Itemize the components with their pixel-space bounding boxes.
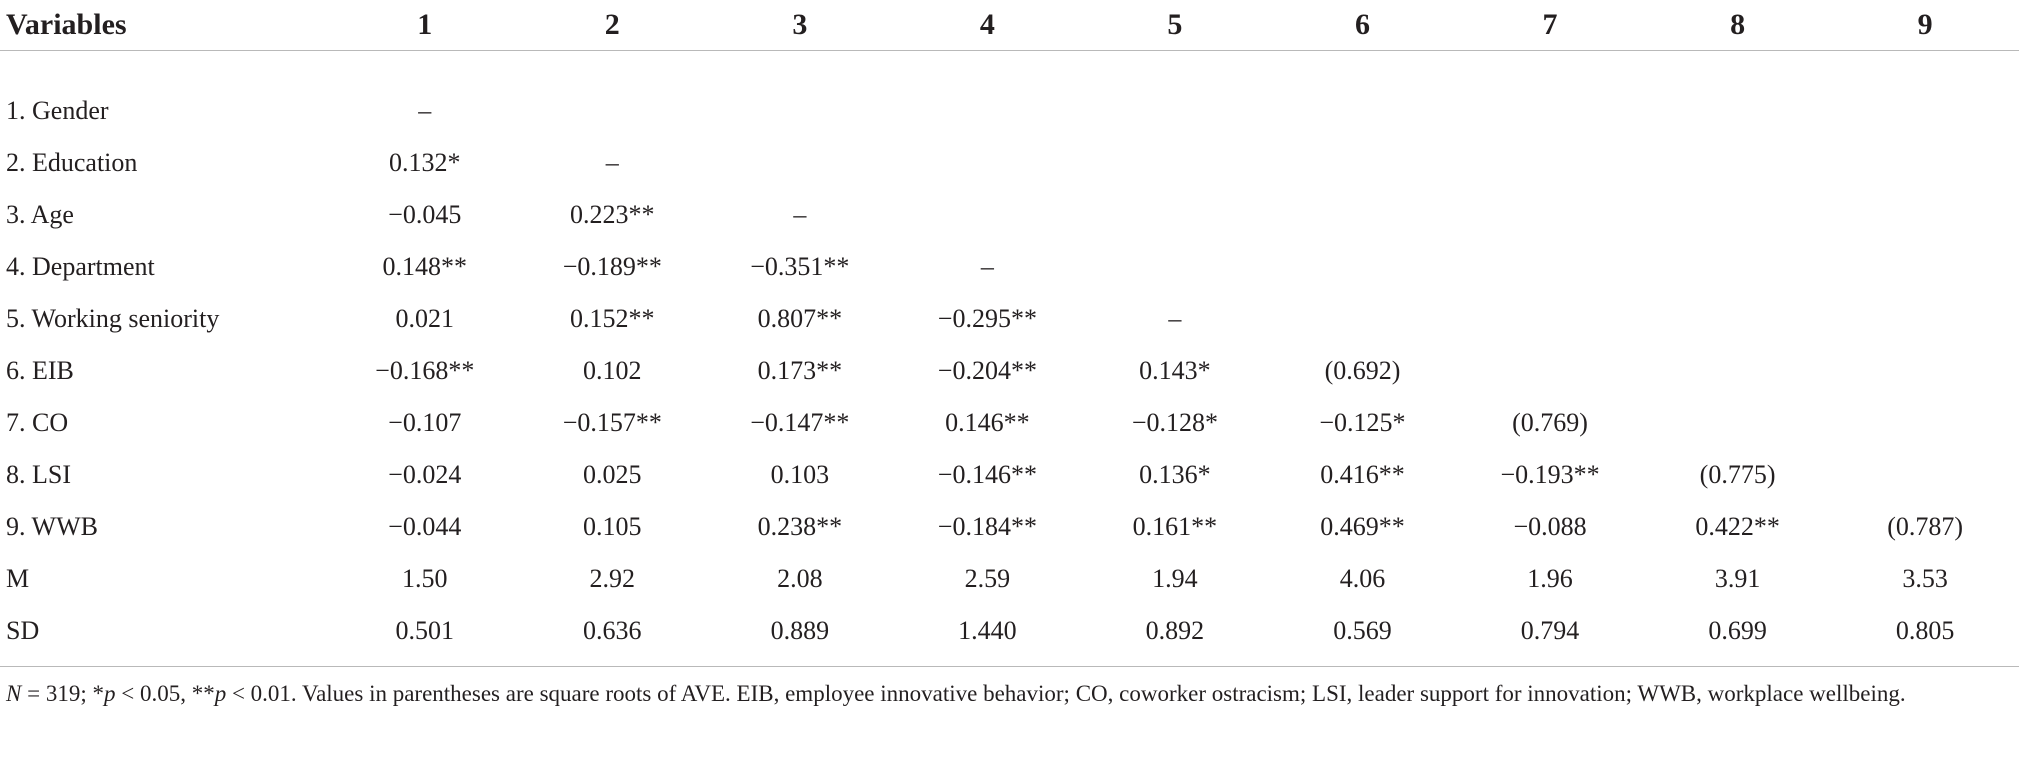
table-cell: 0.102: [583, 355, 642, 385]
table-cell: 0.416**: [1320, 459, 1405, 489]
column-header-4: 4: [894, 0, 1082, 50]
table-cell: (0.775): [1699, 459, 1776, 489]
table-row: [0, 50, 2019, 137]
table-cell: −0.193**: [1500, 459, 1600, 489]
table-cell: −0.204**: [937, 355, 1037, 385]
table-cell: 0.699: [1708, 615, 1767, 645]
table-bottom-rule: [0, 666, 2019, 667]
table-cell: 0.807**: [757, 303, 843, 333]
table-cell: [1269, 241, 1457, 293]
row-label: 4. Department: [6, 251, 155, 281]
table-cell: −0.045: [388, 199, 462, 229]
table-cell: −0.295**: [937, 303, 1037, 333]
table-cell: 0.422**: [1695, 511, 1780, 541]
table-row: [0, 605, 2019, 667]
table-cell: 2.92: [589, 563, 636, 593]
column-header-5: 5: [1081, 0, 1269, 50]
table-cell: –: [605, 147, 619, 177]
table-cell: –: [793, 199, 807, 229]
table-cell: (0.787): [1887, 511, 1964, 541]
table-cell: –: [418, 95, 432, 125]
table-cell: 0.148**: [382, 251, 467, 281]
column-header-3: 3: [706, 0, 894, 50]
table-cell: [1644, 397, 1832, 449]
table-cell: −0.184**: [937, 511, 1037, 541]
footnote-n-text: = 319; *: [21, 681, 104, 706]
table-cell: 2.59: [964, 563, 1011, 593]
table-cell: [706, 137, 894, 189]
table-cell: 3.53: [1902, 563, 1948, 593]
table-cell: −0.024: [388, 459, 462, 489]
table-cell: 2.08: [777, 563, 823, 593]
row-label: 3. Age: [6, 199, 74, 229]
table-cell: 0.223**: [570, 199, 655, 229]
table-cell: 0.132*: [388, 147, 461, 177]
table-cell: [1269, 189, 1457, 241]
table-cell: −0.351**: [750, 251, 850, 281]
table-cell: [1269, 137, 1457, 189]
table-cell: 4.06: [1339, 563, 1386, 593]
table-footnote: [6, 676, 2011, 712]
table-row: [0, 553, 2019, 605]
footnote-p-symbol-1: p: [103, 681, 116, 706]
table-cell: 0.146**: [945, 407, 1030, 437]
table-cell: 1.94: [1152, 563, 1198, 593]
table-cell: [1456, 50, 1644, 137]
table-cell: [1081, 50, 1269, 137]
table-cell: (0.769): [1512, 407, 1588, 437]
table-cell: (0.692): [1324, 355, 1401, 385]
table-cell: 0.892: [1145, 615, 1205, 645]
table-header-row: [0, 0, 2019, 50]
table-cell: –: [1168, 303, 1182, 333]
table-cell: [894, 137, 1082, 189]
table-row: [0, 501, 2019, 553]
table-cell: −0.107: [388, 407, 462, 437]
row-label: 9. WWB: [6, 511, 98, 541]
table-cell: −0.157**: [562, 407, 662, 437]
table-cell: [1831, 449, 2019, 501]
table-cell: 1.50: [401, 563, 448, 593]
column-header-7: 7: [1456, 0, 1644, 50]
table-cell: [1081, 137, 1269, 189]
table-cell: 0.469**: [1320, 511, 1405, 541]
table-cell: −0.147**: [750, 407, 850, 437]
column-header-6: 6: [1269, 0, 1457, 50]
table-cell: [1269, 293, 1457, 345]
table-cell: –: [980, 251, 994, 281]
table-cell: [1456, 293, 1644, 345]
row-label: 7. CO: [6, 407, 69, 437]
column-header-8: 8: [1644, 0, 1832, 50]
table-cell: 0.136*: [1139, 459, 1211, 489]
table-cell: 0.501: [395, 615, 454, 645]
table-cell: 0.152**: [570, 303, 655, 333]
table-body: [0, 50, 2019, 667]
column-header-1: 1: [331, 0, 519, 50]
row-label: 8. LSI: [6, 459, 71, 489]
table-cell: [894, 189, 1082, 241]
table-cell: [1831, 293, 2019, 345]
table-cell: 3.91: [1714, 563, 1761, 593]
table-cell: [1456, 137, 1644, 189]
table-cell: 0.889: [770, 615, 830, 645]
table-row: [0, 189, 2019, 241]
table-cell: −0.128*: [1131, 407, 1219, 437]
table-cell: 0.805: [1895, 615, 1955, 645]
table-cell: −0.189**: [562, 251, 662, 281]
row-label: M: [6, 563, 30, 593]
table-cell: [1644, 137, 1832, 189]
table-cell: [1644, 50, 1832, 137]
table-cell: 0.569: [1333, 615, 1392, 645]
footnote-text: < 0.01. Values in parentheses are square roots of AVE. EIB, employee innovative behavior; CO, coworker ostracism; LSI, leader support for innovation; WWB, workplace wellbeing.: [226, 681, 1906, 706]
table-cell: 0.021: [395, 303, 454, 333]
table-cell: 1.96: [1527, 563, 1573, 593]
table-cell: 0.143*: [1139, 355, 1211, 385]
column-header-2: 2: [519, 0, 707, 50]
row-label: 2. Education: [6, 147, 138, 177]
row-label: 5. Working seniority: [6, 303, 220, 333]
table-cell: [706, 50, 894, 137]
table-cell: −0.044: [388, 511, 462, 541]
table-row: [0, 241, 2019, 293]
table-cell: [1456, 345, 1644, 397]
column-header-9: 9: [1831, 0, 2019, 50]
table-cell: [519, 50, 707, 137]
table-cell: [1269, 50, 1457, 137]
table-cell: −0.088: [1513, 511, 1587, 541]
table-cell: [1644, 345, 1832, 397]
table-cell: [1831, 137, 2019, 189]
table-cell: [1081, 189, 1269, 241]
footnote-n-symbol: N: [6, 681, 22, 706]
table-cell: 0.794: [1520, 615, 1580, 645]
footnote-p-text-1: < 0.05, **: [115, 681, 215, 706]
table-cell: 0.103: [770, 459, 830, 489]
table-cell: [1456, 189, 1644, 241]
table-cell: [1831, 50, 2019, 137]
table-cell: [1831, 241, 2019, 293]
table-cell: [1644, 293, 1832, 345]
table-cell: [1644, 189, 1832, 241]
table-row: [0, 345, 2019, 397]
table-cell: 0.025: [583, 459, 642, 489]
row-label: SD: [6, 615, 40, 645]
table-row: [0, 449, 2019, 501]
table-cell: 1.440: [958, 615, 1017, 645]
table-cell: [894, 50, 1082, 137]
table-cell: 0.238**: [757, 511, 843, 541]
table-cell: 0.105: [583, 511, 642, 541]
table-cell: [1831, 189, 2019, 241]
table-row: [0, 137, 2019, 189]
table-cell: [1831, 345, 2019, 397]
row-label: 6. EIB: [6, 355, 74, 385]
table-cell: −0.125*: [1319, 407, 1406, 437]
row-label: 1. Gender: [6, 95, 109, 125]
table-cell: [1456, 241, 1644, 293]
table-cell: [1644, 241, 1832, 293]
table-cell: [1081, 241, 1269, 293]
table-row: [0, 293, 2019, 345]
footnote-p-symbol-2: p: [214, 681, 227, 706]
table-cell: 0.636: [583, 615, 642, 645]
table-cell: 0.173**: [757, 355, 843, 385]
table-row: [0, 397, 2019, 449]
table-cell: −0.168**: [375, 355, 475, 385]
table-cell: [1831, 397, 2019, 449]
table-cell: 0.161**: [1132, 511, 1218, 541]
table-cell: −0.146**: [937, 459, 1037, 489]
column-header-variables: Variables: [0, 0, 331, 50]
